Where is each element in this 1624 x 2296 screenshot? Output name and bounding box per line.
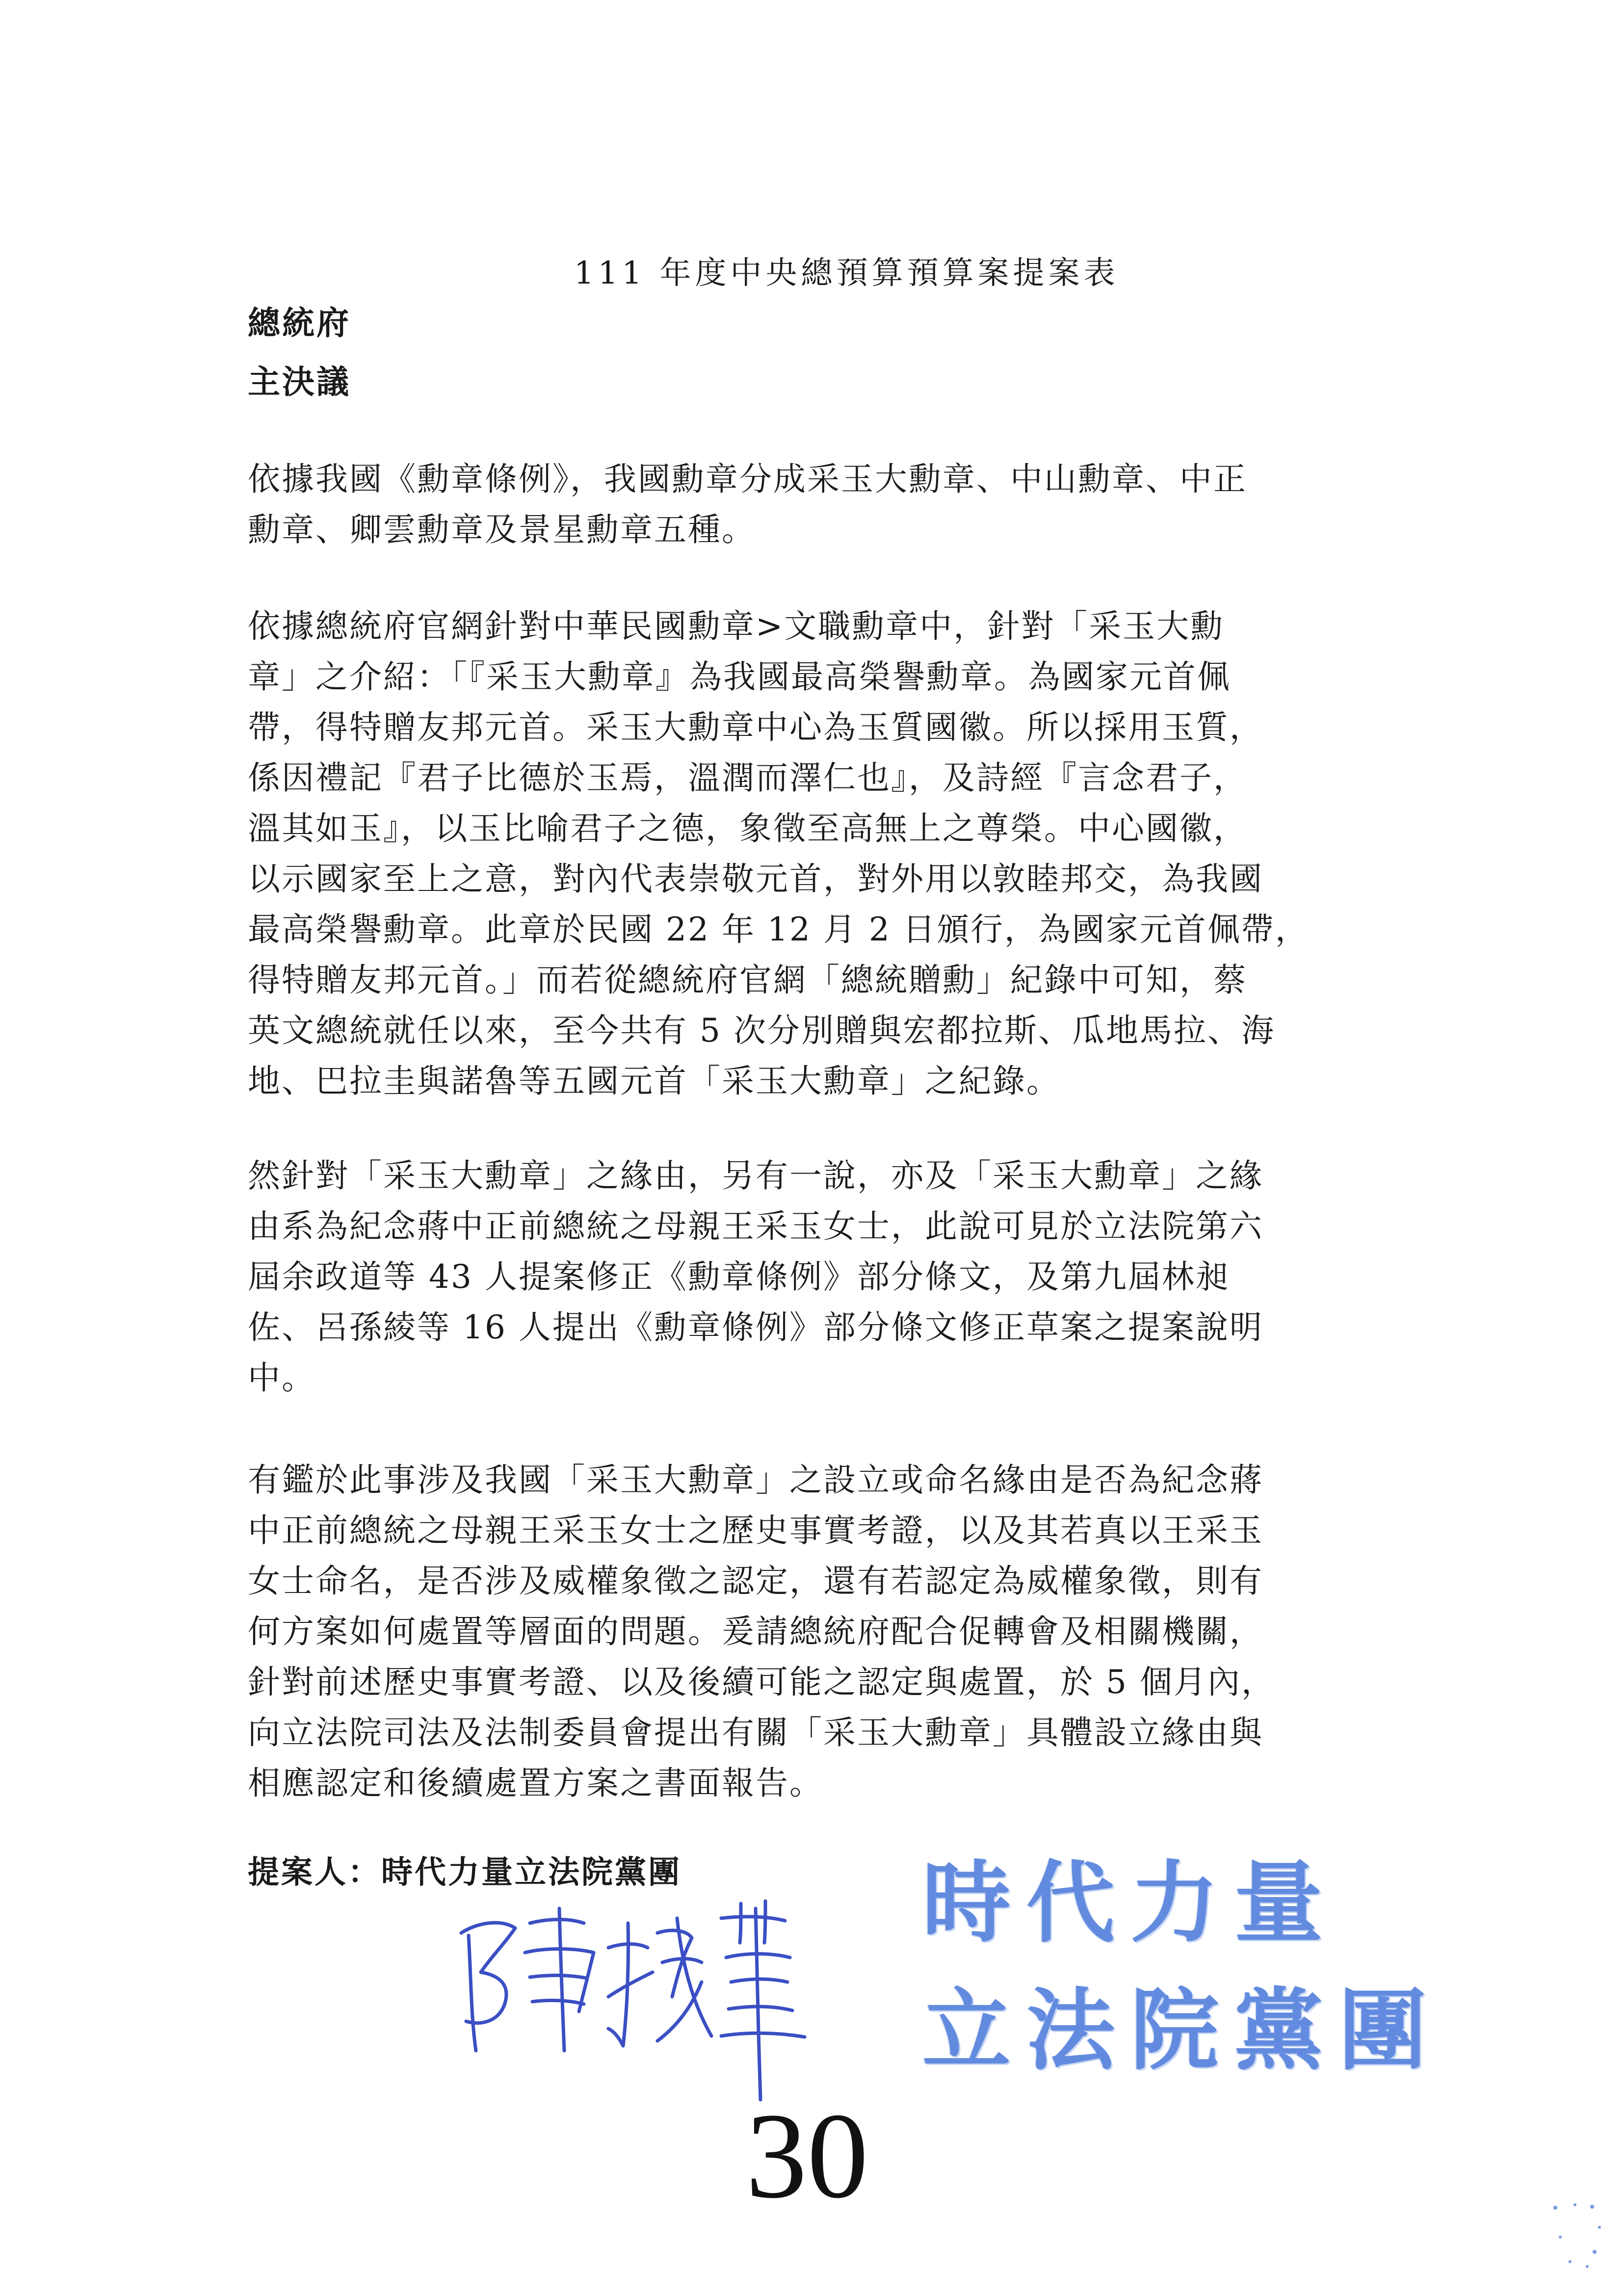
text-line: 針對前述歷史事實考證、以及後續可能之認定與處置，於 5 個月內， <box>248 1663 1275 1701</box>
stamp-line: 立法院黨團 <box>922 1980 1443 2082</box>
proposer-line: 提案人：時代力量立法院黨團 <box>248 1854 681 1891</box>
text-line: 由系為紀念蔣中正前總統之母親王采玉女士，此說可見於立法院第六 <box>248 1207 1263 1245</box>
paragraph-request <box>248 1455 1396 1808</box>
text-line: 得特贈友邦元首。」而若從總統府官網「總統贈勳」紀錄中可知，蔡 <box>248 961 1247 999</box>
document-title: 111 年度中央總預算預算案提案表 <box>574 255 1119 291</box>
agency-label: 總統府 <box>248 304 351 342</box>
paragraph-medal-introduction <box>248 601 1396 1106</box>
text-line: 相應認定和後續處置方案之書面報告。 <box>248 1764 823 1802</box>
party-caucus-stamp <box>922 1840 1443 2114</box>
text-line: 帶，得特贈友邦元首。采玉大勳章中心為玉質國徽。所以採用玉質， <box>248 708 1263 746</box>
text-line: 然針對「采玉大勳章」之緣由，另有一說，亦及「采玉大勳章」之緣 <box>248 1157 1263 1195</box>
text-line: 溫其如玉』，以玉比喻君子之德，象徵至高無上之尊榮。中心國徽， <box>248 809 1247 847</box>
text-line: 最高榮譽勳章。此章於民國 22 年 12 月 2 日頒行，為國家元首佩帶， <box>248 911 1309 948</box>
text-line: 依據我國《勳章條例》，我國勳章分成采玉大勳章、中山勳章、中正 <box>248 460 1247 498</box>
text-line: 章」之介紹：「『采玉大勳章』為我國最高榮譽勳章。為國家元首佩 <box>248 658 1231 696</box>
text-line: 屆余政道等 43 人提案修正《勳章條例》部分條文，及第九屆林昶 <box>248 1258 1230 1296</box>
text-line: 佐、呂孫綾等 16 人提出《勳章條例》部分條文修正草案之提案說明 <box>248 1308 1263 1346</box>
handwritten-signature <box>446 1889 829 2114</box>
text-line: 勳章、卿雲勳章及景星勳章五種。 <box>248 511 756 548</box>
text-line: 英文總統就任以來，至今共有 5 次分別贈與宏都拉斯、瓜地馬拉、海 <box>248 1012 1275 1049</box>
text-line: 有鑑於此事涉及我國「采玉大勳章」之設立或命名緣由是否為紀念蔣 <box>248 1461 1263 1499</box>
resolution-label: 主決議 <box>248 363 351 401</box>
stamp-line: 時代力量 <box>922 1852 1339 1955</box>
text-line: 女士命名，是否涉及威權象徵之認定，還有若認定為威權象徵，則有 <box>248 1562 1263 1600</box>
page-number: 30 <box>746 2088 868 2224</box>
scan-noise-marks <box>1545 2198 1609 2271</box>
paragraph-medal-types <box>248 454 1396 555</box>
text-line: 以示國家至上之意，對內代表崇敬元首，對外用以敦睦邦交，為我國 <box>248 860 1263 898</box>
paragraph-medal-origin <box>248 1150 1396 1403</box>
text-line: 中正前總統之母親王采玉女士之歷史事實考證，以及其若真以王采玉 <box>248 1512 1263 1549</box>
text-line: 何方案如何處置等層面的問題。爰請總統府配合促轉會及相關機關， <box>248 1613 1263 1650</box>
text-line: 地、巴拉圭與諾魯等五國元首「采玉大勳章」之紀錄。 <box>248 1062 1060 1100</box>
text-line: 中。 <box>248 1359 315 1397</box>
text-line: 向立法院司法及法制委員會提出有關「采玉大勳章」具體設立緣由與 <box>248 1714 1263 1751</box>
text-line: 依據總統府官網針對中華民國勳章>文職勳章中，針對「采玉大勳 <box>248 607 1225 645</box>
text-line: 係因禮記『君子比德於玉焉，溫潤而澤仁也』，及詩經『言念君子， <box>248 759 1247 797</box>
